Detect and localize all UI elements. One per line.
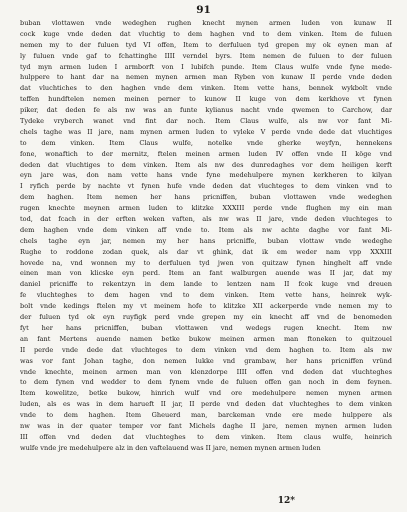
- text-line: teffen hundftelen nemen meinen perner to kunow II kuge von dem kerkhove vt fynen: [20, 95, 392, 104]
- text-line: bolt vnde kedings ftelen my vt meinem hofe to klitzke XII ackerperde vnde nemen my to: [20, 302, 392, 311]
- text-line: luden, als es was in dem harueft II jar, II perde vnd deden dat vluchteghes to dem vinken: [20, 400, 392, 409]
- text-line: deden dat vluchtiges to dem vinken. Item als nw des dunredaghes vor dem heiligen kerft: [20, 160, 392, 169]
- text-line: vnde knechte, meinen armen man von klenzdorpe IIII offen vnd deden dat vluchteghes: [20, 367, 392, 376]
- text-line: II perde vnde dede dat vluchteges to dem vinken vnd dem haghen to. Item als nw: [20, 345, 392, 354]
- text-line: Item kowelitze, betke bukow, hinrich wulf vnd ore medehulpere nemen mynen armen: [20, 389, 392, 398]
- text-line: III offen vnd deden dat vluchteghes to dem vinken. Item claus wulfe, heinrich: [20, 432, 392, 441]
- text-line: to dem fynen vnd wedder to dem fynem vnde de fuluen offen gan noch in dem feynen.: [20, 378, 392, 387]
- text-line: dem haghen vnde dem vinken aff vnde to. Item als nw achte daghe vor fant Mi-: [20, 225, 392, 234]
- text-line: to dem vinken. Item Claus wulfe, notelke vnde gherke weyfyn, hennekens: [20, 138, 392, 147]
- text-line: der fuluen tyd ok eyn ruyfigk perd vnde grepen my ein knecht aff vnd de benomeden: [20, 313, 392, 322]
- text-line: was vor fant Johan taghe, don nemen lukke vnd grambaw, her hans pricniffen vründ: [20, 356, 392, 365]
- text-line: fyt her hans pricniffen, buban vlottawen vnd wedegs rugen knecht. Item nw: [20, 323, 392, 332]
- text-line: dem haghen. Item nemen her hans pricniffen, buban vlottawen vnde wedeghen: [20, 193, 392, 202]
- text-line: ly fuluen vnde gaf to fchattinghe IIII verndel byrs. Item nemen de fuluen to der fuluen: [20, 51, 392, 60]
- body-text: [20, 18, 392, 494]
- text-line: buban vlottawen vnde wedeghen rughen knecht mynen armen luden von kunaw II: [20, 19, 392, 27]
- text-line: cock kuge vnde deden dat vluchtig to dem haghen vnd to dem vinken. Item de fuluen: [20, 29, 392, 38]
- text-line: wulfe vnde jre medehulpere alz in den vaftelauend was II jare, nemen mynen armen luden: [20, 443, 321, 452]
- text-line: fe vluchteghes to dem hagen vnd to dem vinken. Item vette hans, heinrek wyk-: [20, 291, 392, 300]
- text-line: tod, dat fcach in der erften weken vaften, als nw was II jare, vnde deden vluchteges to: [20, 215, 392, 224]
- text-line: dat vluchtiches to den haghen vnde dem vinken. Item vette hans, bennek wykbolt vnde: [20, 84, 392, 93]
- text-line: piker, dat deden fe als nw was an funte kylianus nacht vnde qwemen to Carchow, dar: [20, 106, 392, 115]
- text-line: chels taghe eyn jar, nemen my her hans pricniffe, buban vlottaw vnde wedeghe: [20, 236, 392, 245]
- text-line: vnde to dem haghen. Item Gheuerd man, barckeman vnde ere mede hulppere als: [20, 411, 392, 420]
- text-line: einen man von klicske eyn perd. Item an fant walburgen auende was II jar, dat my: [20, 269, 392, 278]
- text-line: an fant Mertens auende namen betke bukow meinen armen man ftoneken to quitzouel: [20, 334, 392, 343]
- text-line: hulppere to hant dar na nemen mynen armen man Ryben von kunaw II perde vnde deden: [20, 73, 392, 82]
- text-line: Rughe to roddone zodan quek, als dar vt ghink, dat ik em weder nam vpp XXXIII: [20, 247, 392, 256]
- text-line: daniel pricniffe to rekentzyn in dem lande to lentzen nam II fcok kuge vnd dreuen: [20, 280, 392, 289]
- text-line: nw was in der quater temper vor fant Michels daghe II jare, nemen mynen armen luden: [20, 421, 392, 430]
- text-line: nemen my to der fuluen tyd VI offen, Item to derfuluen tyd grepen my ok eynen man af: [20, 40, 392, 49]
- signature-mark: 12*: [277, 496, 295, 506]
- text-line: hovede na, vnd wonnen my to derfuluen tyd jwen von quitzaw fynen hinghelt aff vnde: [20, 258, 392, 267]
- text-line: I ryfich perde by nachte vt fynen hufe vnde deden dat vluchteges to dem vinken vnd to: [20, 182, 392, 191]
- text-line: eyn jare was, don nam vette hans vnde fyne medehulpere mynen kerkheren to kilyan: [20, 171, 392, 180]
- page-number: 91: [196, 4, 211, 16]
- text-line: Tydeke vryberch wanet vnd fint dar noch. Item Claus wulfe, als nw vor fant Mi-: [20, 117, 392, 126]
- text-line: chels taghe was II jare, nam mynen armen luden to vyleke V perde vnde dede dat vluchtiges: [20, 127, 392, 136]
- text-line: tyd myn armen luden I armborft von I lubifch punde. Item Claus wulfe vnde fyne mede-: [20, 62, 392, 71]
- text-line: rugen knechte meynen armen luden to klitzke XXXIII perde vnde flughen my ein man: [20, 204, 392, 213]
- text-line: fone, wonaftich to der mernitz, ftelen meinen armen luden IV offen vnde II köge vnd: [20, 149, 392, 158]
